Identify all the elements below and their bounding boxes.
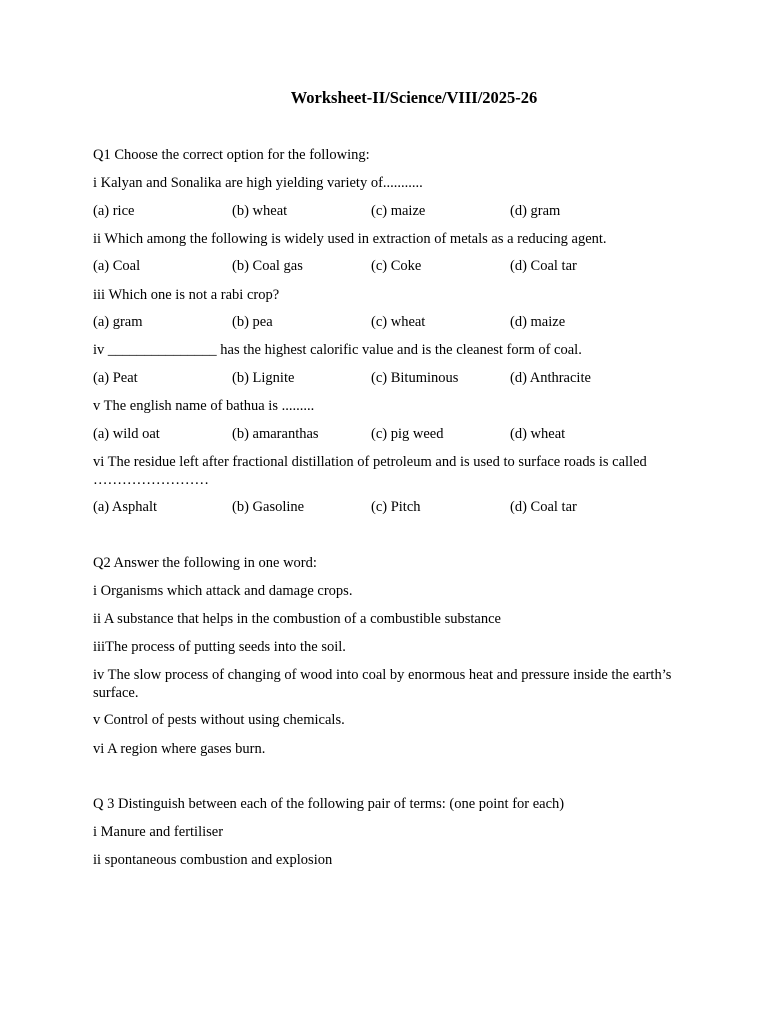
q2-item-iii: iiiThe process of putting seeds into the soil. [93, 639, 346, 655]
q1-question-iii: iii Which one is not a rabi crop? [93, 287, 280, 303]
option-a: (a) Peat [93, 370, 138, 386]
q2-item-v: v Control of pests without using chemicals. [93, 712, 345, 728]
q1-question-v: v The english name of bathua is ......... [93, 398, 315, 414]
option-c: (c) wheat [371, 314, 426, 330]
q1-heading: Q1 Choose the correct option for the following: [93, 147, 370, 163]
q2-item-ii: ii A substance that helps in the combustion of a combustible substance [93, 611, 501, 627]
q1-question-iv: iv _______________ has the highest calorific value and is the cleanest form of coal. [93, 342, 582, 358]
option-c: (c) pig weed [371, 426, 444, 442]
q1-question-vi: vi The residue left after fractional distillation of petroleum and is used to surface roads is called …………………… [93, 454, 647, 488]
q2-item-i: i Organisms which attack and damage crops. [93, 583, 353, 599]
option-a: (a) wild oat [93, 426, 160, 442]
worksheet-title: Worksheet-II/Science/VIII/2025-26 [290, 88, 538, 107]
q2-heading: Q2 Answer the following in one word: [93, 555, 317, 571]
q3-item-ii: ii spontaneous combustion and explosion [93, 852, 333, 868]
option-b: (b) Gasoline [232, 499, 305, 515]
option-d: (d) Coal tar [510, 499, 577, 515]
option-d: (d) Coal tar [510, 258, 577, 274]
option-b: (b) amaranthas [232, 426, 319, 442]
q2-item-iv: iv The slow process of changing of wood into coal by enormous heat and pressure inside the earth’s surface. [93, 667, 672, 701]
option-a: (a) rice [93, 203, 135, 219]
option-d: (d) wheat [510, 426, 566, 442]
option-d: (d) maize [510, 314, 566, 330]
option-c: (c) Bituminous [371, 370, 459, 386]
q1-options-v [93, 425, 683, 443]
option-b: (b) Coal gas [232, 258, 303, 274]
q1-question-i: i Kalyan and Sonalika are high yielding variety of........... [93, 175, 423, 191]
q3-heading: Q 3 Distinguish between each of the following pair of terms: (one point for each) [93, 796, 565, 812]
option-c: (c) Coke [371, 258, 422, 274]
q1-options-iv [93, 369, 683, 387]
option-b: (b) wheat [232, 203, 288, 219]
q1-question-ii: ii Which among the following is widely used in extraction of metals as a reducing agent. [93, 231, 607, 247]
option-a: (a) Coal [93, 258, 141, 274]
q1-options-iii [93, 313, 683, 331]
option-d: (d) Anthracite [510, 370, 591, 386]
option-a: (a) gram [93, 314, 143, 330]
q1-options-vi [93, 498, 683, 516]
q1-options-ii [93, 257, 683, 275]
q3-item-i: i Manure and fertiliser [93, 824, 224, 840]
q1-options-i [93, 202, 683, 220]
option-c: (c) maize [371, 203, 426, 219]
option-c: (c) Pitch [371, 499, 421, 515]
option-d: (d) gram [510, 203, 561, 219]
option-a: (a) Asphalt [93, 499, 158, 515]
q2-item-vi: vi A region where gases burn. [93, 741, 266, 757]
option-b: (b) pea [232, 314, 273, 330]
option-b: (b) Lignite [232, 370, 295, 386]
